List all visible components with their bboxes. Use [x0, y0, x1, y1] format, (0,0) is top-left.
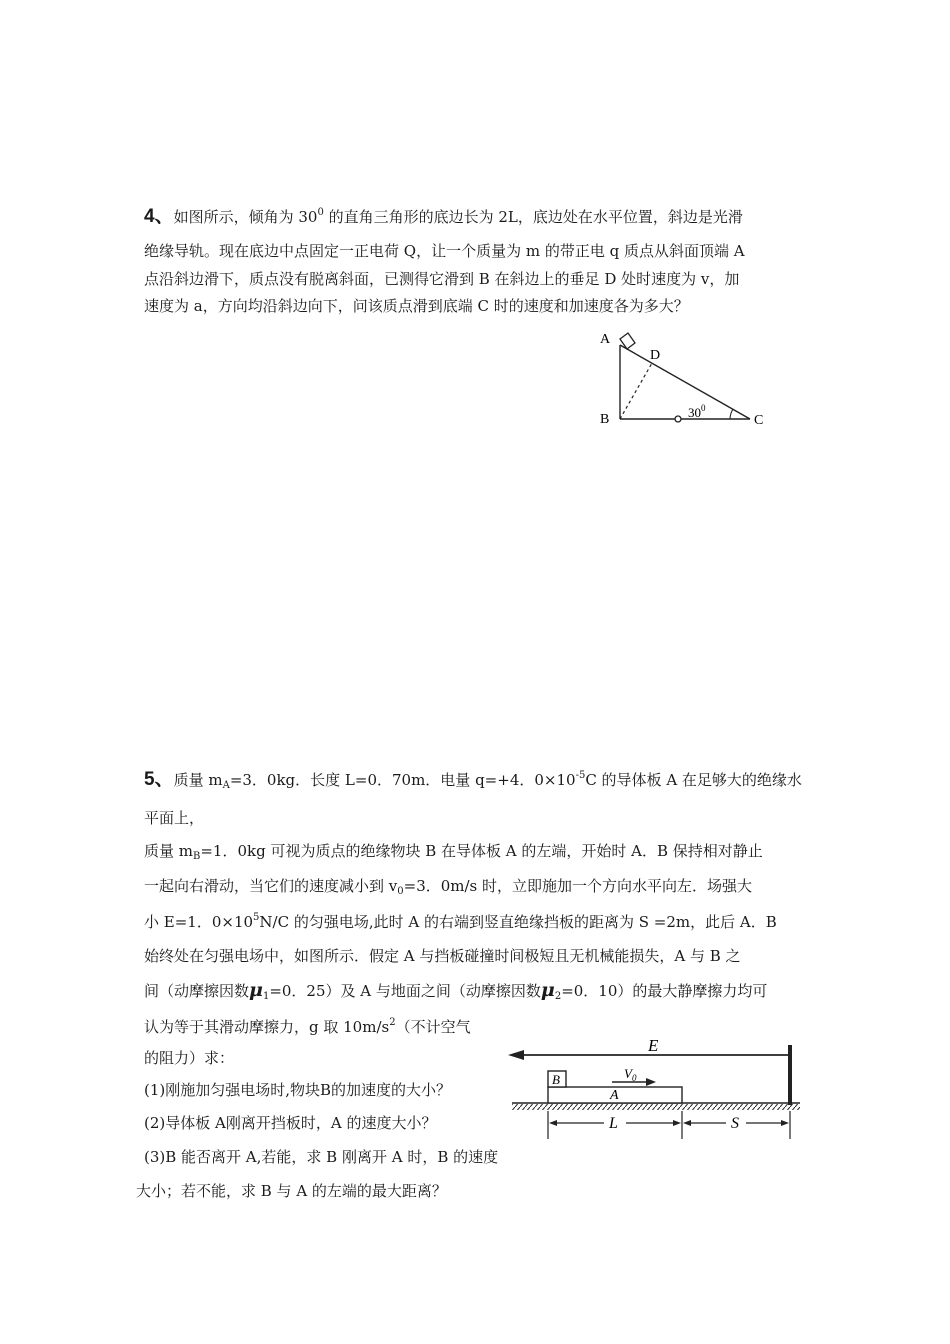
dim-l-arrow-left [549, 1120, 557, 1126]
ground-hatch [512, 1104, 800, 1110]
q5-board-figure [500, 1035, 810, 1145]
q5-line-7: 间（动摩擦因数$\mu_1=0$．25）及 A 与地面之间（动摩擦因数$\mu_2=0$．10）的最大静摩擦力均可 [144, 979, 768, 1002]
velocity-arrowhead [646, 1078, 656, 1086]
q5-question-3-line-2: 大小；若不能，求 B 与 A 的左端的最大距离？ [136, 1182, 447, 1200]
label-l: L [609, 1115, 618, 1132]
label-c: C [754, 413, 764, 428]
q4-triangle-figure [590, 325, 780, 435]
q5-line-5: 小 E=1．$0\times 10^5N/C$ 的匀强电场,此时 A 的右端到竖直绝缘挡板的距离为 S =2m，此后 A．B [144, 912, 777, 931]
angle-label: $30^0$ [688, 403, 706, 420]
ac-incline [620, 345, 750, 419]
q5-line-1: 5、质量 $m_A=3$．0kg．长度 L=0．70m．电量 q=+4．$0\times 10^{-5}C$ 的导体板 A 在足够大的绝缘水 [144, 769, 802, 791]
label-e: E [648, 1036, 659, 1055]
q4-number: 4、 [144, 206, 174, 227]
label-a: A [610, 1088, 619, 1103]
bd-dashed [620, 363, 652, 419]
q4-line-1: 4、如图所示，倾角为 $30^0$ 的直角三角形的底边长为 2L，底边处在水平位置，斜边是光滑 [144, 206, 743, 227]
label-a: A [600, 332, 611, 347]
label-s: S [731, 1115, 739, 1132]
label-b: B [600, 412, 610, 427]
q5-line-9: 的阻力）求： [144, 1049, 235, 1067]
charge-q [675, 416, 681, 422]
q5-line-6: 始终处在匀强电场中，如图所示．假定 A 与挡板碰撞时间极短且无机械能损失，A 与 B 之 [144, 947, 741, 965]
q5-line-4: 一起向右滑动，当它们的速度减小到 $v_0=3$．0m/s 时，立即施加一个方向水平向左．场强大 [144, 877, 753, 897]
q5-line-3: 质量 $m_B=1$．0kg 可视为质点的绝缘物块 B 在导体板 A 的左端，开始时 A．B 保持相对静止 [144, 842, 763, 862]
q5-number: 5、 [144, 769, 174, 790]
angle-arc [730, 409, 733, 419]
q5-line-8: 认为等于其滑动摩擦力，g 取 $10m/s^2$（不计空气 [144, 1017, 471, 1036]
q4-line-4: 速度为 a，方向均沿斜边向下，问该质点滑到底端 C 时的速度和加速度各为多大？ [144, 297, 689, 315]
dim-s-arrow-left [683, 1120, 691, 1126]
field-arrowhead [508, 1050, 524, 1060]
q5-line-2: 平面上， [144, 809, 205, 827]
q4-line-2: 绝缘导轨。现在底边中点固定一正电荷 Q，让一个质量为 m 的带正电 q 质点从斜面顶端 A [144, 242, 745, 260]
q5-question-1: (1)刚施加匀强电场时,物块B的加速度的大小？ [144, 1081, 452, 1099]
label-b: B [552, 1072, 560, 1087]
q5-question-2: (2)导体板 A刚离开挡板时，A 的速度大小？ [144, 1114, 437, 1132]
dim-l-arrow-right [673, 1120, 681, 1126]
q5-question-3-line-1: (3)B 能否离开 A,若能，求 B 刚离开 A 时，B 的速度 [144, 1148, 499, 1166]
label-v0: $V_0$ [624, 1066, 637, 1083]
q4-line-3: 点沿斜边滑下，质点没有脱离斜面，已测得它滑到 B 在斜边上的垂足 D 处时速度为 v，加 [144, 270, 740, 288]
dim-s-arrow-right [781, 1120, 789, 1126]
label-d: D [650, 348, 661, 363]
